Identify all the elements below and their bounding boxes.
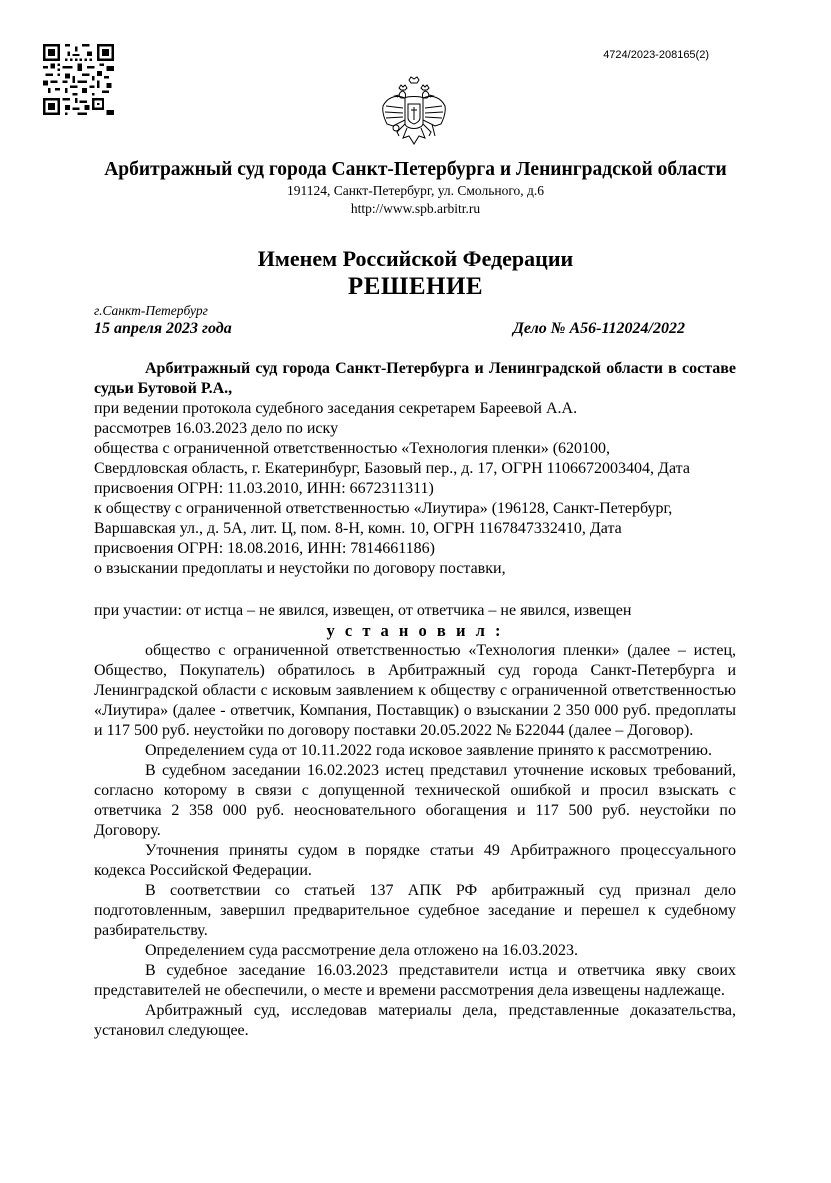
established-section [94, 641, 736, 1041]
in-name-of-federation-heading: Именем Российской Федерации [257, 246, 574, 271]
case-number: Дело № А56-112024/2022 [512, 320, 685, 337]
qr-code [43, 44, 114, 115]
paragraph: Определением суда рассмотрение дела отложено на 16.03.2023. [145, 942, 579, 959]
document-number: 4724/2023-208165(2) [603, 49, 709, 61]
court-name-heading: Арбитражный суд города Санкт-Петербурга и Ленинградской области [104, 159, 727, 180]
paragraph: В судебном заседании 16.02.2023 истец представил уточнение исковых требований, согласно которому в связи с допущенной технической ошибкой и просил взыскать с ответчика 2 358 000 руб. неосновательного обогащения и 117 500 руб. неустойки по Договору. [94, 762, 736, 839]
intro-line: о взыскании предоплаты и неустойки по договору поставки, [94, 560, 506, 577]
participation-line: при участии: от истца – не явился, извещен, от ответчика – не явился, извещен [94, 602, 632, 619]
court-website: http://www.spb.arbitr.ru [350, 201, 481, 216]
intro-section [94, 359, 736, 579]
intro-line: при ведении протокола судебного заседания секретарем Бареевой А.А. [94, 400, 578, 417]
paragraph: В соответствии со статьей 137 АПК РФ арбитражный суд признал дело подготовленным, завершил предварительное судебное заседание и перешел к судебному разбирательству. [94, 882, 736, 939]
intro-line: Свердловская область, г. Екатеринбург, Базовый пер., д. 17, ОГРН 1106672003404, Дата [94, 460, 690, 477]
intro-line: к обществу с ограниченной ответственностью «Лиутира» (196128, Санкт-Петербург, [94, 500, 673, 517]
coat-of-arms-emblem [379, 76, 449, 148]
intro-line: Варшавская ул., д. 5А, лит. Ц, пом. 8-Н, комн. 10, ОГРН 1167847332410, Дата [94, 520, 622, 537]
intro-line: присвоения ОГРН: 18.08.2016, ИНН: 7814661186) [94, 540, 435, 557]
paragraph: общество с ограниченной ответственностью «Технология пленки» (далее – истец, Общество, Покупатель) обратилось в Арбитражный суд города Санкт-Петербурга и Ленинградской области с исковым заявлением к обществу с ограниченной ответственностью «Лиутира» (далее - ответчик, Компания, Поставщик) о взыскании 2 350 000 руб. предоплаты и 117 500 руб. неустойки по договору поставки 20.05.2022 № Б22044 (далее – Договор). [94, 642, 736, 739]
intro-line: рассмотрев 16.03.2023 дело по иску [94, 420, 339, 437]
decision-date: 15 апреля 2023 года [94, 320, 232, 337]
paragraph: В судебное заседание 16.03.2023 представители истца и ответчика явку своих представителей не обеспечили, о месте и времени рассмотрения дела извещены надлежаще. [94, 962, 736, 999]
established-heading: у с т а н о в и л : [326, 621, 504, 640]
paragraph: Уточнения приняты судом в порядке статьи 49 Арбитражного процессуального кодекса Российской Федерации. [94, 842, 736, 879]
city-label: г.Санкт-Петербург [94, 303, 208, 318]
court-composition: Арбитражный суд города Санкт-Петербурга и Ленинградской области в составе судьи Бутовой Р.А., [94, 360, 736, 397]
participation-section [94, 601, 736, 641]
decision-title: РЕШЕНИЕ [347, 273, 484, 300]
intro-line: присвоения ОГРН: 11.03.2010, ИНН: 6672311311) [94, 480, 434, 497]
paragraph: Определением суда от 10.11.2022 года исковое заявление принято к рассмотрению. [145, 742, 712, 759]
court-address: 191124, Санкт-Петербург, ул. Смольного, д.6 [286, 183, 545, 198]
paragraph: Арбитражный суд, исследовав материалы дела, представленные доказательства, установил следующее. [94, 1002, 736, 1039]
intro-line: общества с ограниченной ответственностью «Технология пленки» (620100, [94, 440, 611, 457]
